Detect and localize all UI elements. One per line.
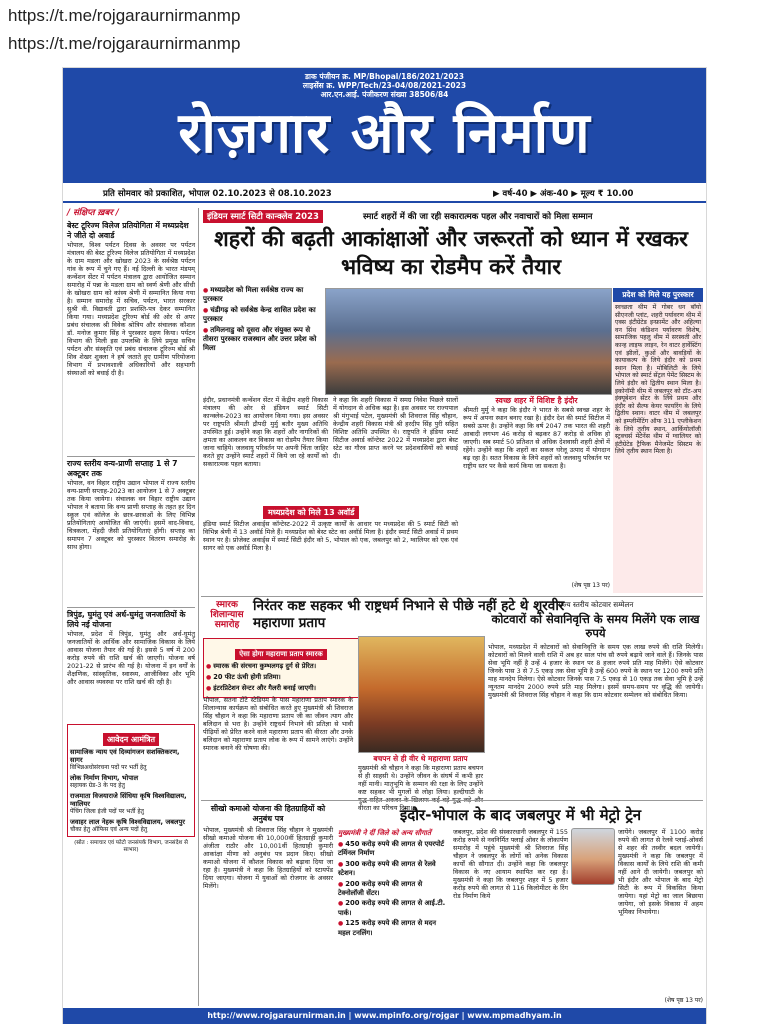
application-item-detail: सहायक ग्रेड-3 के पद हेतु [70,782,125,789]
masthead [63,68,706,183]
story-tourism-title: बेस्ट टूरिज्म विलेज प्रतियोगिता में मध्यप्रदेश ने जीते दो अवार्ड [67,221,189,240]
metro-gift-item: ● 450 करोड़ रुपये की लागत से एयरपोर्ट टर्मिनल निर्माण [338,840,448,858]
application-item: जवाहर लाल नेहरू कृषि विश्वविद्यालय, जबलपुर [70,818,185,826]
application-item: सामाजिक न्याय एवं दिव्यांगजन सशक्तिकरण, सागर [70,748,180,764]
story-wildlife-body: भोपाल, वन विहार राष्ट्रीय उद्यान भोपाल में राज्य स्तरीय वन्य-प्राणी सप्ताह-2023 का आयोजन 1 से 7 अक्टूबर तक किया जायेगा। संचालक वन विहार राष्ट्रीय उद्यान भोपाल ने बताया कि वन्य प्राणी सप्ताह के तहत हर दिन स्कूल एवं कॉलेज के छात्र-छात्राओं के लिए विभिन्न प्रतियोगिताएं आयोजित की जाएंगी। इसमें वाद-विवाद, चित्रकला, मेंहदी जैसी प्रतियोगिताएं होंगी। सप्ताह का समापन 7 अक्टूबर को पुरस्कार वितरण समारोह के साथ होगा। [67,479,195,551]
dateline-published: प्रति सोमवार को प्रकाशित, भोपाल 02.10.2023 से 08.10.2023 [103,189,332,199]
dateline-issue: ▶ वर्ष-40 ▶ अंक-40 ▶ मूल्य ₹ 10.00 [493,189,634,199]
story-tribes-body: भोपाल, प्रदेश में त्रिपुंड, घुमंतु और अर्ध-घुमंतु जनजातियों के आर्थिक और सामाजिक विकास के लिये आवास योजना तैयार की गई है। इससे 5 वर्ष में 200 करोड़ रुपये की राशि खर्च की जाएगी। योजना वर्ष 2021-22 से प्रारंभ की गई है। योजना में इन वर्गों के शैक्षणिक, सांस्कृतिक, स्वास्थ्य, आजीविका और भूमि और आवास व्यवस्था पर राशि खर्च की रही है। [67,630,195,686]
metro-gift-item: ● 300 करोड़ रुपये की लागत से रेलवे स्टेशन। [338,860,448,878]
lead-bullet: ● चंडीगढ़ को सर्वश्रेष्ठ केन्द्र शासित प्रदेश का पुरस्कार [203,306,323,324]
lead-headline: शहरों की बढ़ती आकांक्षाओं और जरूरतों को ध्यान में रखकर भविष्य का रोडमैप करें तैयार [214,227,688,280]
pratap-tag-line: शिलान्यास [210,610,244,620]
award-box-title: प्रदेश को मिले यह पुरस्कार [613,288,703,302]
story-wildlife-title: राज्य स्तरीय वन्य-प्राणी सप्ताह 1 से 7 अक्टूबर तक [67,459,178,478]
pratap-headline: निरंतर कष्ट सहकर भी राष्ट्रधर्म निभाने से पीछे नहीं हटे थे शूरवीर महाराणा प्रताप [253,598,565,631]
pratap-photo-section [358,754,483,812]
footer-links[interactable]: http://www.rojgaraurnirman.in | www.mpinfo.org/rojgar | www.mpmadhyam.in [63,1008,706,1024]
application-item-detail: चौका हेतु ऑफिस एवं अन्य पदों हेतु [70,826,148,833]
pratap-box-item: ● स्मारक की संरचना कुम्भलगढ़ दुर्ग से प्रेरित। [206,662,356,671]
applications-box [67,724,195,837]
sikho-body: भोपाल, मुख्यमंत्री श्री शिवराज सिंह चौहान ने मुख्यमंत्री सीखो कमाओ योजना की 10,000वीं हितग्राही कुमारी अंजीता राठौर और 10,001वीं हितग्राही कुमारी आकांक्षा मीणा को अनुबंध पत्र प्रदान किए। सीखो कमाओ योजना में कौशल विकास को बढ़ावा दिया जा रहा है। मुख्यमंत्री ने कहा कि हितग्राहियों को स्टायपेंड दिया जाएगा। योजना में युवाओं को रोजगार के अवसर मिलेंगे। [203,826,333,890]
lead-bullets [203,286,323,355]
masthead-registration-3: आर.एन.आई. पंजीकरण संख्या 38506/84 [320,90,449,99]
application-item-detail: विभिन्नअधोसंरचना पदों पर भर्ती हेतु [70,764,147,771]
pratap-tag [203,600,251,630]
brief-news-heading: / संक्षिप्त ख़बर / [67,208,119,218]
pratap-photo-body: मुख्यमंत्री श्री चौहान ने कहा कि महाराणा प्रताप बचपन से ही साहसी थे। उन्होंने जीवन के संघर्ष में कभी हार नहीं मानी। मातृभूमि के सम्मान की रक्षा के लिए उन्होंने कष्ट सहकर भी मुगलों से लोहा लिया। हल्दीघाटी के युद्ध सहित अकबर के खिलाफ कई बड़े युद्ध लड़े और वीरता का परिचय दिया। [358,764,483,812]
cm-portrait [571,828,615,885]
metro-continued: (शेष पृष्ठ 13 पर) [664,997,703,1004]
indore-title: स्वच्छ शहर में विशिष्ट है इंदौर [495,396,578,405]
pratap-box-item: ● इंटरप्रिटेशन सेन्टर और गैलरी बनाई जाएगी। [206,684,356,693]
lead-kicker: स्मार्ट शहरों में की जा रही सकारात्मक पहल और नवाचारों को मिला सम्मान [363,212,593,222]
metro-body-1: जबलपुर, प्रदेश की संस्कारधानी जबलपुर में 155 करोड़ रुपये से नवनिर्मित फ्लाई ओवर के लोकार्पण समारोह में पहुंचे मुख्यमंत्री श्री शिवराज सिंह चौहान ने जबलपुर के लोगों को अनेक विकास कार्यों की सौगात दी। उन्होंने कहा कि जबलपुर विकास के नए आयाम स्थापित कर रहा है। मुख्यमंत्री ने कहा कि जबलपुर शहर में 5 हजार करोड़ रुपये की लागत से 116 किलोमीटर के रिंग रोड निर्माण किये [453,828,568,900]
lead-bullet: ● मध्यप्रदेश को मिला सर्वश्रेष्ठ राज्य का पुरस्कार [203,286,323,304]
pratap-photo [358,636,485,753]
pratap-body: भोपाल, सतना टोंटे स्टेडियम के पास महाराणा प्रताप स्मारक के शिलान्यास कार्यक्रम को संबोधित करते हुए मुख्यमंत्री श्री शिवराज सिंह चौहान ने कहा कि महाराणा प्रताप जी का जीवन त्याग और बलिदान से भरा है। उन्होंने राष्ट्रधर्म निभाने की प्रतिज्ञा से भावी पीढ़ियों को प्रेरित करने वाले महाराणा प्रताप की वीरता और उनके बलिदान को महाराणा प्रताप लोक के रूप में सामने लाएंगे। उन्होंने स्मारक बनाने की घोषणा की। [203,696,353,752]
award-box-body: स्वच्छता थीम में गोबर धन बॉयो सीएनजी प्लांट, शहरी पर्यावरण थीम में एक्स इंटीग्रेटेड इन्फ्रामेंट और अहिल्या वन सिंथ कंडिशन पर्यावरण विशेष, सामाजिक पहलु थीम में सरस्वती और कान्ह लाइफ लाइन, रेन वाटर हार्वेस्टिंग एवं झीलों, कुओं और बावड़ियों के कायाकल्प के लिये इंदौर को प्रथम स्थान मिला है। मोबिलिटी के लिये भोपाल को स्मार्ट सेंट्रल पेमेंट सिस्टम के लिये इंदौर को द्वितीय स्थान मिला है। इकोनॉमी थीम में जबलपुर को टॉट-अप इंक्यूबेशन सेंटर के लिये प्रथम और इंदौर को सैल्फ केयर फायरिंग के लिये द्वितीय स्थान। वाटर थीम में जबलपुर को इम्प्लीमेंटिंग ऑफ 311 एप्लीकेशन के लिये तृतीय स्थान, आर्कियोलॉजी स्ट्रक्चर्स मेंटेनेंस थीम में ग्वालियर को इंटीग्रेटेड ट्रैफिक मैनेजमेंट सिस्टम के लिये तृतीय स्थान मिला है। [615,304,701,456]
kotwar-section [488,600,703,795]
pratap-box-item: ● 20 फीट ऊंची होगी प्रतिमा। [206,673,356,682]
metro-gift-item: ● 200 करोड़ रुपये की लागत से टेक्नोलॉजी सेंटर। [338,880,448,898]
kotwar-headline: कोटवारों को सेवानिवृत्ति के समय मिलेंगे एक लाख रुपये [491,612,700,640]
kotwar-body: भोपाल, मध्यप्रदेश में कोटवारों को सेवानिवृत्ति के समय एक लाख रुपये की राशि मिलेगी। कोटवारों को मिलने वाली राशि में अब हर साल पांच सौ रुपये बढ़ाये जाने वाले हैं। जिनके पास सेवा भूमि नहीं है उन्हें 4 हजार के स्थान पर 8 हजार रुपये प्रति माह मिलेंगे। ऐसे कोटवार जिनके पास 3 से 7.5 एकड़ तक सेवा भूमि है उन्हें 600 रुपये के स्थान पर 1200 रुपये प्रति माह मानदेय मिलेगा। ऐसे कोटवार जिनके पास 7.5 एकड़ से 10 एकड़ तक सेवा भूमि है उन्हें न्यूनतम मानदेय 2000 रुपये प्रति माह मिलेगा। इसमें समय-समय पर वृद्धि की जायेगी। मुख्यमंत्री श्री शिवराज सिंह चौहान ने कहा कि ग्राम कोटवार सम्मेलन को संबोधित किया। [488,643,703,699]
applications-title: आवेदन आमंत्रित [103,733,159,746]
lead-continued: (शेष पृष्ठ 13 पर) [571,582,610,589]
lead-photo [325,288,612,395]
lead-body-1: इंदौर, प्रधानमंत्री कन्वेंशन सेंटर में केंद्रीय शहरी विकास मंत्रालय की ओर से इंडियन स्मार्ट सिटी कान्क्लेव-2023 का आयोजन किया गया। इस अवसर पर राष्ट्रपति श्रीमती द्रौपदी मुर्मु बतौर मुख्य अतिथि उपस्थित हुई। उन्होंने कहा कि शहरों और नागरिकों की क्षमता का आकलन कर विकास का रोडमैप तैयार किया जाना चाहिये। जलवायु परिवर्तन पर अपनी चिंता जाहिर करते हुए उन्होंने स्मार्ट शहरों में किये जा रहे कार्यों को सकारात्मक पहल बताया। [203,396,328,468]
lead-tag: इंडियन स्मार्ट सिटी कान्क्लेव 2023 [203,210,323,223]
indore-body: श्रीमती मुर्मु ने कहा कि इंदौर ने भारत के सबसे स्वच्छ शहर के रूप में अपना स्थान बनाए रखा है। इंदौर देश की स्मार्ट सिटीज में सबसे ऊपर है। उन्होंने कहा कि वर्ष 2047 तक भारत की शहरी आबादी लगभग 46 करोड़ से बढ़कर 87 करोड़ से अधिक हो जाएगी। सब स्मार्ट 50 प्रतिशत से अधिक देशवासी शहरी क्षेत्रों में रहेंगे। उन्होंने कहा कि शहरों का सकल घरेलू उत्पाद में योगदान बढ़ रहा है। सतत विकास के लिये शहरों को जलवायु परिवर्तन पर राष्ट्रीय स्तर पर कैसे कार्य किया जा सकता है। [463,406,610,470]
application-item: राजमाता विजयाराजे सिंधिया कृषि विश्वविद्यालय, ग्वालियर [70,792,187,808]
kotwar-tag: राज्य स्तरीय कोटवार सम्मेलन [557,600,634,609]
telegram-link-1[interactable]: https://t.me/rojgaraurnirmanmp [8,6,241,25]
telegram-link-2[interactable]: https://t.me/rojgaraurnirmanmp [8,34,241,53]
lead-bullet: ● तमिलनाडु को दूसरा और संयुक्त रूप से तीसरा पुरस्कार राजस्थान और उत्तर प्रदेश को मिला [203,326,323,353]
application-item-detail: पेंचिंग जिला इंजी पदों पर भर्ती हेतु [70,808,144,815]
metro-gifts [338,828,448,939]
indore-section [463,396,610,596]
metro-sub: मुख्यमंत्री ने दीं जिले को अन्य सौगातें [338,829,431,837]
story-tribes-title: त्रिपुंड, घुमंतु एवं अर्ध-घुमंतु जनजातियों के लिये नई योजना [67,610,186,629]
metro-body-2: जायेंगे। जबलपुर में 1100 करोड़ रुपये की लागत से रेलवे प्लाई-ओवर्स से शहर की तस्वीर बदल जायेगी। मुख्यमंत्री ने कहा कि जबलपुर में विकास कार्यों के लिये राशि की कमी नहीं आने दी जायेगी। जबलपुर को भी इंदौर और भोपाल के बाद मेट्रो सिटी के रूप में विकसित किया जायेगा। यहां मेट्रो का जाल बिछाया जायेगा, जो इसके विकास में अहम भूमिका निभायेगा। [618,828,703,916]
pratap-tag-line: स्मारक [216,600,238,610]
pratap-box [203,638,359,698]
masthead-title: रोज़गार और निर्माण [178,101,591,166]
award-box [613,288,703,593]
pratap-tag-line: समारोह [214,620,240,630]
pratap-photo-caption: बचपन से ही वीर थे महाराणा प्रताप [373,754,468,763]
pratap-box-title: ऐसा होगा महाराणा प्रताप स्मारक [235,649,326,660]
masthead-registration-1: डाक पंजीयन क्र. MP/Bhopal/186/2021/2023 [305,72,464,81]
metro-headline: इंदौर-भोपाल के बाद जबलपुर में भी मेट्रो ट्रेन [399,806,642,824]
source-note: (स्रोत : समाचार एवं फोटो जनसंपर्क विभाग, जनसंदेश से साभार) [74,840,188,853]
awards-body: इंडिया स्मार्ट सिटीज अवार्ड्स कॉन्टेस्ट-2022 में उत्कृष्ट कार्यों के आधार पर मध्यप्रदेश की 5 स्मार्ट सिटी को विभिन्न श्रेणी में 13 अवॉर्ड मिले हैं। मध्यप्रदेश को बेस्ट स्टेट का अवॉर्ड मिला है। इंदौर स्मार्ट सिटी अवार्ड में प्रथम स्थान पर है। प्रोजेक्ट अवार्ड्स में स्मार्ट सिटी इंदौर को 5, भोपाल को एक, जबलपुर को 2, ग्वालियर को एक एवं सागर को एक अवॉर्ड मिला है। [203,520,458,552]
sikho-section [203,804,333,1004]
story-tourism-body: भोपाल, विश्व पर्यटन दिवस के अवसर पर पर्यटन मंत्रालय की बेस्ट टूरिज्म विलेज प्रतियोगिता में मध्यप्रदेश के ग्राम मडला और खोखरा 2023 के सर्वश्रेष्ठ पर्यटन गांव के रूप में चुने गए हैं। नई दिल्ली के भारत मंडपम् कन्वेंशन सेंटर में पर्यटन मंत्रालय द्वारा आयोजित सम्मान समारोह में पन्ना के मडला ग्राम को स्वर्ण श्रेणी और सीधी के खोखरा ग्राम को कांस्य श्रेणी में सम्मानित किया गया है। सम्मान समारोह में सचिव, पर्यटन, भारत सरकार सुश्री वी. विद्यावती द्वारा प्रशस्ति-पत्र देकर सम्मानित किया गया। मध्यप्रदेश टूरिज्म बोर्ड की ओर से अपर प्रबंध संचालक श्री विवेक श्रोत्रिय और संचालक कौशल डॉ. मनोज कुमार सिंह ने पुरस्कार ग्रहण किया। पर्यटन विभाग की मिली इस उपलब्धि के लिये प्रमुख सचिव पर्यटन और संस्कृति एवं प्रबंध संचालक टूरिज्म बोर्ड श्री शिव शेखर शुक्ला ने हर्ष जताते हुए ग्रामीण परियोजना विभाग में प्रभावशाली अधिकारियों और सहभागी संस्थाओं को बधाई दी है। [67,241,195,377]
application-item: लोक निर्माण विभाग, भोपाल [70,774,139,782]
sikho-title: सीखो कमाओ योजना की हितग्राहियों को अनुबंध पत्र [210,804,326,823]
left-column [67,208,195,1006]
metro-gift-item: ● 125 करोड़ रुपये की लागत से मदन महल टनलिंग। [338,919,448,937]
newspaper-page [63,68,706,1024]
masthead-registration-2: लाइसेंस क्र. WPP/Tech/23-04/08/2021-2023 [302,81,467,90]
lead-body-2: ने कहा कि शहरी विकास में समग्र निवेश पिछले सालों में योगदान से अधिक बढ़ा है। इस अवसर पर राज्यपाल श्री मंगुभाई पटेल, मुख्यमंत्री श्री शिवराज सिंह चौहान, केन्द्रीय शहरी विकास मंत्री श्री हरदीप सिंह पुरी सहित विशिष्ट अतिथि उपस्थित थे। राष्ट्रपति ने इंडिया स्मार्ट सिटीज अवार्ड कॉन्टेस्ट 2022 में मध्यप्रदेश द्वारा बेस्ट स्टेट का गौरव प्राप्त करने पर प्रदेशवासियों को बधाई दी। [333,396,458,460]
dateline [63,186,706,203]
metro-gift-item: ● 200 करोड़ रुपये की लागत से आई.टी. पार्क। [338,899,448,917]
awards-subheading: मध्यप्रदेश को मिले 13 अवॉर्ड [263,506,359,519]
